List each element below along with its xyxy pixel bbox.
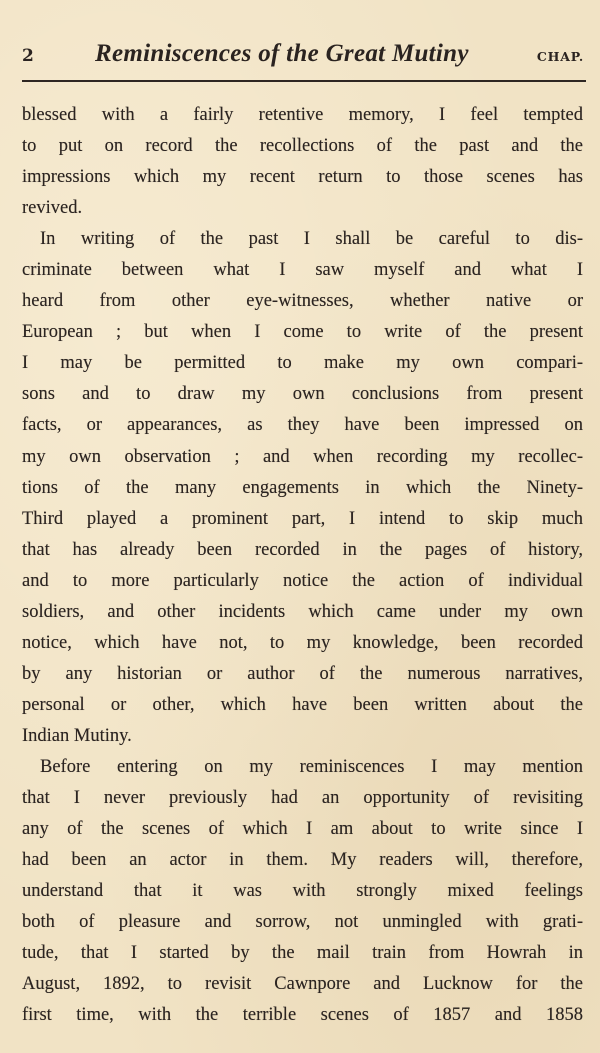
text-line: to put on record the recollections of the past and the	[22, 136, 583, 157]
text-line: my own observation ; and when recording my recollec-	[22, 446, 583, 467]
text-line: first time, with the terrible scenes of 1857 and 1858	[22, 1005, 583, 1026]
text-line: In writing of the past I shall be careful to dis-	[40, 229, 583, 250]
text-line: any of the scenes of which I am about to write since I	[22, 819, 583, 840]
text-line: sons and to draw my own conclusions from present	[22, 384, 583, 405]
text-line: soldiers, and other incidents which came under my own	[22, 601, 583, 622]
text-line: August, 1892, to revisit Cawnpore and Lucknow for the	[22, 974, 583, 995]
text-line: European ; but when I come to write of the present	[22, 322, 583, 343]
text-line: tude, that I started by the mail train from Howrah in	[22, 943, 583, 964]
text-line: impressions which my recent return to those scenes has	[22, 167, 583, 188]
running-head	[22, 40, 584, 74]
text-line: understand that it was with strongly mixed feelings	[22, 881, 583, 902]
text-line: I may be permitted to make my own compari-	[22, 353, 583, 374]
text-line: and to more particularly notice the action of individual	[22, 570, 583, 591]
text-line: that I never previously had an opportunity of revisiting	[22, 788, 583, 809]
text-line: facts, or appearances, as they have been impressed on	[22, 415, 583, 436]
text-line: blessed with a fairly retentive memory, I feel tempted	[22, 105, 583, 125]
body-text	[22, 100, 583, 1031]
page-number: 2	[22, 46, 35, 66]
text-line: both of pleasure and sorrow, not unmingled with grati-	[22, 912, 583, 933]
text-line: criminate between what I saw myself and what I	[22, 260, 583, 281]
chapter-label: CHAP.	[536, 49, 584, 64]
text-line: Before entering on my reminiscences I may mention	[40, 756, 583, 777]
text-line: Indian Mutiny.	[22, 725, 132, 746]
text-line: by any historian or author of the numerous narratives,	[22, 663, 583, 684]
text-line: had been an actor in them. My readers will, therefore,	[22, 850, 583, 871]
text-line: Third played a prominent part, I intend to skip much	[22, 508, 583, 529]
text-line: that has already been recorded in the pages of history,	[22, 539, 583, 560]
text-line: heard from other eye-witnesses, whether native or	[22, 291, 583, 312]
text-line: personal or other, which have been written about the	[22, 694, 583, 715]
text-line: revived.	[22, 198, 83, 219]
text-line: notice, which have not, to my knowledge, been recorded	[22, 632, 583, 653]
header-rule	[22, 80, 586, 82]
text-line: tions of the many engagements in which the Ninety-	[22, 477, 583, 498]
book-title: Reminiscences of the Great Mutiny	[95, 40, 469, 67]
